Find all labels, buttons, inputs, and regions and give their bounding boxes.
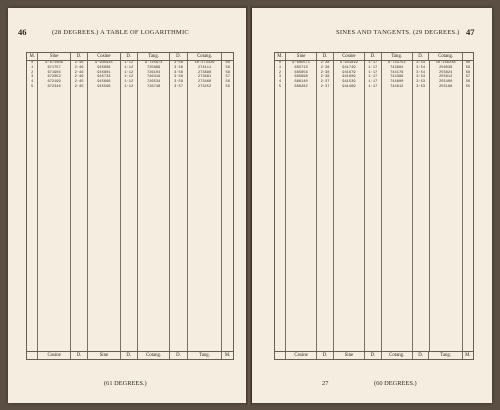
table-cell: 4 — [278, 80, 282, 85]
table-cell: 60 — [465, 61, 471, 65]
table-cell: 3·53 — [416, 85, 426, 90]
column-footer: D. — [412, 352, 429, 359]
column-header — [462, 53, 473, 60]
table-column — [120, 61, 137, 351]
table-cell: 3·58 — [174, 80, 183, 85]
column-footer: Sine — [333, 352, 364, 359]
column-header: D. — [412, 53, 429, 60]
table-cell: 725889 — [146, 65, 161, 70]
column-footer — [27, 352, 37, 359]
table-cell: 3 — [278, 75, 282, 80]
table-cell: 744600 — [390, 80, 404, 85]
signature-number: 27 — [322, 380, 329, 387]
table-cell: 1·12 — [124, 85, 134, 90]
table-footer — [275, 351, 473, 359]
column-header: Tang. — [137, 53, 169, 60]
column-footer: D. — [169, 352, 186, 359]
table-cell: 9·941819 — [340, 61, 358, 65]
table-cell: 3·54 — [416, 61, 426, 65]
table-cell: 945666 — [97, 80, 111, 85]
table-column — [137, 61, 169, 351]
running-head: SINES AND TANGENTS. (29 DEGREES.) — [336, 29, 460, 36]
table-column — [27, 61, 37, 351]
table-cell: 672199 — [47, 80, 61, 85]
column-header: Sine — [37, 53, 69, 60]
log-table — [274, 52, 474, 360]
table-column — [429, 61, 462, 351]
table-column — [169, 61, 186, 351]
table-cell: 941679 — [342, 70, 356, 75]
table-cell: 686140 — [294, 80, 308, 85]
table-cell: 1·12 — [124, 80, 134, 85]
table-cell: 55 — [225, 85, 230, 90]
table-column — [187, 61, 222, 351]
column-header: Cosine — [333, 53, 364, 60]
column-footer: Cotang. — [137, 352, 169, 359]
table-cell: 9·945935 — [95, 61, 113, 65]
column-header: D. — [316, 53, 333, 60]
table-cell: 1·17 — [368, 85, 378, 90]
table-cell: 2·38 — [320, 61, 330, 65]
table-cell: 256036 — [439, 65, 453, 70]
table-cell: 672346 — [47, 85, 61, 90]
table-cell: 273896 — [197, 70, 212, 75]
table-cell: 58 — [225, 70, 230, 75]
table-cell: 671757 — [47, 65, 61, 70]
table-cell: 1 — [278, 65, 282, 70]
table-cell: 58 — [465, 70, 471, 75]
table-cell: 273252 — [197, 85, 212, 90]
table-cell: 3 — [31, 75, 34, 80]
table-cell: 60 — [225, 61, 230, 65]
table-cell: 2 — [278, 70, 282, 75]
table-cell: 941749 — [342, 65, 356, 70]
table-column — [70, 61, 87, 351]
table-cell: 945801 — [97, 70, 111, 75]
table-cell: 671904 — [47, 70, 61, 75]
table-column — [333, 61, 364, 351]
bottom-caption: (61 DEGREES.) — [104, 380, 147, 387]
column-header: D. — [120, 53, 137, 60]
column-footer: D. — [70, 352, 87, 359]
table-cell: 274111 — [197, 65, 212, 70]
table-column — [275, 61, 285, 351]
table-cell: 0 — [278, 61, 282, 65]
table-cell: 743964 — [390, 65, 404, 70]
bottom-caption: (60 DEGREES.) — [374, 380, 417, 387]
table-cell: 1·17 — [368, 65, 378, 70]
column-footer: M. — [462, 352, 473, 359]
table-cell: 10·256248 — [435, 61, 456, 65]
right-page — [252, 8, 492, 403]
column-footer: Cosine — [37, 352, 69, 359]
table-column — [462, 61, 473, 351]
table-cell: 255400 — [439, 80, 453, 85]
table-cell: 10·274326 — [194, 61, 215, 65]
table-cell: 3·58 — [174, 75, 183, 80]
table-cell: 273681 — [197, 75, 212, 80]
table-cell: 3·54 — [416, 65, 426, 70]
table-column — [381, 61, 412, 351]
table-cell: 59 — [225, 65, 230, 70]
table-cell: 1·12 — [124, 70, 134, 75]
column-footer: D. — [364, 352, 381, 359]
table-cell: 2·45 — [74, 85, 84, 90]
column-footer: Cotang. — [381, 352, 412, 359]
running-head: (28 DEGREES.) A TABLE OF LOGARITHMIC — [52, 29, 189, 36]
table-cell: 255612 — [439, 75, 453, 80]
column-header: D. — [70, 53, 87, 60]
column-footer: M. — [221, 352, 233, 359]
table-column — [285, 61, 316, 351]
table-cell: 945868 — [97, 65, 111, 70]
table-footer — [27, 351, 233, 359]
column-header: D. — [169, 53, 186, 60]
column-footer: Cosine — [285, 352, 316, 359]
table-cell: 2·38 — [320, 75, 330, 80]
table-cell: 273466 — [197, 80, 212, 85]
table-cell: 5 — [278, 85, 282, 90]
table-column — [37, 61, 69, 351]
table-cell: 57 — [465, 75, 471, 80]
table-column — [221, 61, 233, 351]
table-cell: 3·57 — [174, 85, 183, 90]
table-cell: 55 — [465, 85, 471, 90]
table-cell: 3·58 — [174, 61, 183, 65]
table-cell: 945733 — [97, 75, 111, 80]
column-header: Cosine — [87, 53, 119, 60]
column-footer: Tang. — [187, 352, 222, 359]
table-cell: 56 — [465, 80, 471, 85]
table-cell: 5 — [31, 85, 34, 90]
table-cell: 3·58 — [174, 65, 183, 70]
table-cell: 2·38 — [320, 65, 330, 70]
page-number: 46 — [18, 27, 27, 37]
table-cell: 56 — [225, 80, 230, 85]
left-page — [8, 8, 246, 403]
table-cell: 726319 — [146, 75, 161, 80]
column-footer: Sine — [87, 352, 119, 359]
table-cell: 2·45 — [74, 80, 84, 85]
column-footer: Tang. — [428, 352, 461, 359]
column-header: M. — [277, 54, 283, 59]
table-column — [364, 61, 381, 351]
column-footer: D. — [316, 352, 333, 359]
table-cell: 726748 — [146, 85, 161, 90]
table-cell: 4 — [31, 80, 34, 85]
table-cell: 685713 — [294, 65, 308, 70]
table-cell: 744176 — [390, 70, 404, 75]
table-column — [316, 61, 333, 351]
table-cell: 9·685571 — [292, 61, 310, 65]
column-header: M. — [29, 54, 35, 59]
log-table — [26, 52, 234, 360]
table-cell: 59 — [465, 65, 471, 70]
column-header: Cotang. — [187, 53, 222, 60]
table-cell: 744388 — [390, 75, 404, 80]
table-cell: 3·54 — [416, 75, 426, 80]
table-cell: 2·46 — [74, 65, 84, 70]
column-header: D. — [364, 53, 381, 60]
table-header — [27, 53, 233, 61]
table-cell: 1·17 — [368, 70, 378, 75]
column-footer: D. — [120, 352, 137, 359]
table-cell: 686282 — [294, 85, 308, 90]
table-cell: 2·38 — [320, 70, 330, 75]
page-number: 47 — [466, 27, 475, 37]
table-cell: 744812 — [390, 85, 404, 90]
table-cell: 1·12 — [124, 75, 134, 80]
column-header: Sine — [285, 53, 316, 60]
column-footer — [275, 352, 285, 359]
column-header: Tang. — [381, 53, 412, 60]
table-cell: 685856 — [294, 70, 308, 75]
table-cell: 941609 — [342, 75, 356, 80]
table-cell: 1 — [31, 65, 34, 70]
table-cell: 3·58 — [174, 70, 183, 75]
table-body — [27, 61, 233, 351]
table-cell: 941469 — [342, 85, 356, 90]
table-cell: 9·671609 — [45, 61, 63, 65]
table-cell: 1·12 — [124, 65, 134, 70]
table-cell: 57 — [225, 75, 230, 80]
column-header: Cotang. — [428, 53, 461, 60]
table-header — [275, 53, 473, 61]
table-cell: 3·53 — [416, 80, 426, 85]
table-cell: 2·46 — [74, 61, 84, 65]
table-cell: 2 — [31, 70, 34, 75]
table-cell: 2·37 — [320, 80, 330, 85]
table-cell: 726104 — [146, 70, 161, 75]
table-cell: 672052 — [47, 75, 61, 80]
table-cell: 1·17 — [368, 75, 378, 80]
table-cell: 2·46 — [74, 70, 84, 75]
table-cell: 9·743752 — [387, 61, 406, 65]
table-cell: 1·17 — [368, 61, 378, 65]
table-cell: 726534 — [146, 80, 161, 85]
table-cell: 945598 — [97, 85, 111, 90]
table-column — [87, 61, 119, 351]
table-cell: 2·37 — [320, 85, 330, 90]
table-column — [412, 61, 429, 351]
table-body — [275, 61, 473, 351]
table-cell: 941539 — [342, 80, 356, 85]
table-cell: 0 — [31, 61, 34, 65]
table-cell: 3·54 — [416, 70, 426, 75]
table-cell: 9·725674 — [144, 61, 163, 65]
table-cell: 1·17 — [368, 80, 378, 85]
table-cell: 685998 — [294, 75, 308, 80]
table-cell: 2·46 — [74, 75, 84, 80]
table-cell: 255824 — [439, 70, 453, 75]
table-cell: 1·12 — [124, 61, 134, 65]
table-cell: 255188 — [439, 85, 453, 90]
column-header — [221, 53, 233, 60]
